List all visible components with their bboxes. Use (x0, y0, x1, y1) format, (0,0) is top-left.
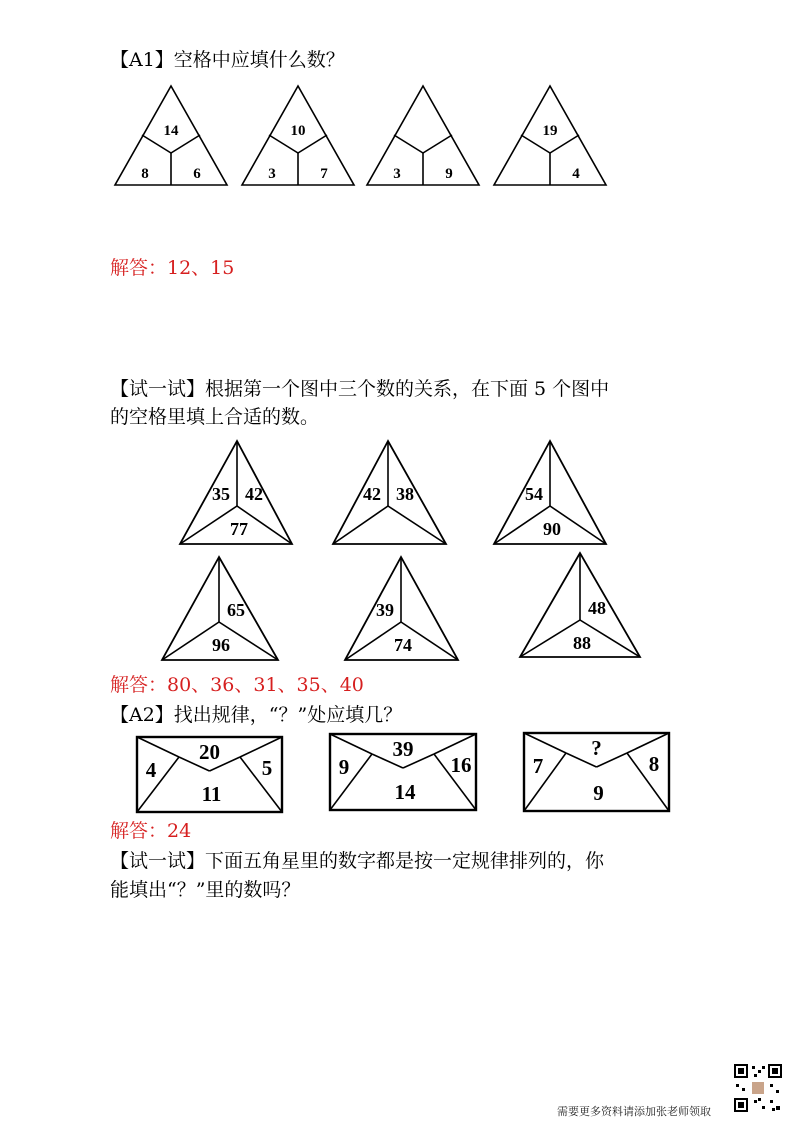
try1-triangles (162, 441, 640, 660)
try1-triangle (162, 557, 278, 660)
a1-triangle (115, 86, 227, 185)
flap-line (137, 737, 179, 757)
left-number: 3 (268, 166, 276, 182)
a2-envelope (330, 734, 476, 810)
right-number: 9 (445, 166, 453, 182)
divider-line (494, 506, 550, 544)
try1-triangle (494, 441, 606, 544)
a1-triangle (367, 86, 479, 185)
right-number: 38 (396, 484, 414, 504)
a2-answer: 解答：24 (110, 820, 192, 842)
divider-line (162, 622, 219, 660)
bottom-number: 14 (394, 780, 416, 804)
divider-line (520, 620, 580, 657)
right-number: 7 (320, 166, 328, 182)
flap-line (240, 737, 282, 757)
top-number: 10 (290, 123, 306, 139)
try1-triangle (345, 557, 458, 660)
try1-answer: 解答：80、36、31、35、40 (110, 674, 364, 696)
try1-line1: 【试一试】根据第一个图中三个数的关系，在下面 5 个图中 (110, 378, 610, 400)
left-number: 35 (212, 484, 230, 504)
bottom-number: 74 (394, 635, 412, 655)
bottom-number: 77 (230, 519, 248, 539)
top-number: ? (591, 736, 602, 760)
left-number: 3 (393, 166, 401, 182)
right-number: 65 (227, 600, 245, 620)
try1-triangle (180, 441, 292, 544)
right-number: 42 (245, 484, 263, 504)
right-number: 6 (193, 166, 201, 182)
right-number: 4 (572, 166, 580, 182)
a1-title: 【A1】空格中应填什么数？ (110, 49, 345, 71)
try1-line2: 的空格里填上合适的数。 (110, 406, 320, 428)
flap-line (524, 753, 566, 811)
a1-answer: 解答：12、15 (110, 257, 235, 279)
divider-line (388, 506, 446, 544)
bottom-number: 96 (212, 635, 230, 655)
qr-code-image (732, 1062, 784, 1114)
top-number: 39 (392, 737, 414, 761)
try1-triangle (333, 441, 446, 544)
top-number: 20 (199, 740, 220, 764)
right-number: 5 (261, 756, 273, 780)
a2-title: 【A2】找出规律，“？”处应填几？ (110, 704, 403, 726)
a1-triangles (115, 86, 606, 185)
try2-line2: 能填出“？”里的数吗？ (110, 879, 301, 901)
try2-line1: 【试一试】下面五角星里的数字都是按一定规律排列的，你 (110, 850, 605, 872)
left-number: 9 (338, 755, 350, 779)
bottom-number: 9 (593, 781, 604, 805)
a2-envelope (137, 737, 282, 812)
left-number: 8 (141, 166, 149, 182)
divider-line (394, 135, 423, 153)
bottom-number: 90 (543, 519, 561, 539)
left-number: 54 (525, 484, 543, 504)
top-number: 19 (542, 123, 558, 139)
left-number: 39 (376, 600, 394, 620)
right-number: 8 (648, 752, 660, 776)
triangle-outline (333, 441, 446, 544)
divider-line (423, 135, 452, 153)
flap-line (434, 734, 476, 754)
flap-line (330, 754, 372, 810)
top-number: 14 (163, 123, 179, 139)
flap-line (330, 734, 372, 754)
a1-triangle (494, 86, 606, 185)
flap-line (137, 757, 179, 812)
a1-triangle (242, 86, 354, 185)
left-number: 42 (363, 484, 381, 504)
a2-envelopes (137, 733, 669, 812)
flap-line (524, 733, 566, 753)
bottom-number: 88 (573, 633, 591, 653)
right-number: 48 (588, 598, 606, 618)
left-number: 4 (145, 758, 157, 782)
right-number: 16 (450, 753, 472, 777)
divider-line (333, 506, 388, 544)
divider-line (345, 622, 401, 660)
flap-line (627, 733, 669, 753)
divider-line (180, 506, 237, 544)
left-number: 7 (532, 754, 544, 778)
a2-envelope (524, 733, 669, 811)
bottom-number: 11 (201, 782, 222, 806)
try1-triangle (520, 553, 640, 657)
footer-note: 需要更多资料请添加张老师领取 (557, 1105, 711, 1118)
